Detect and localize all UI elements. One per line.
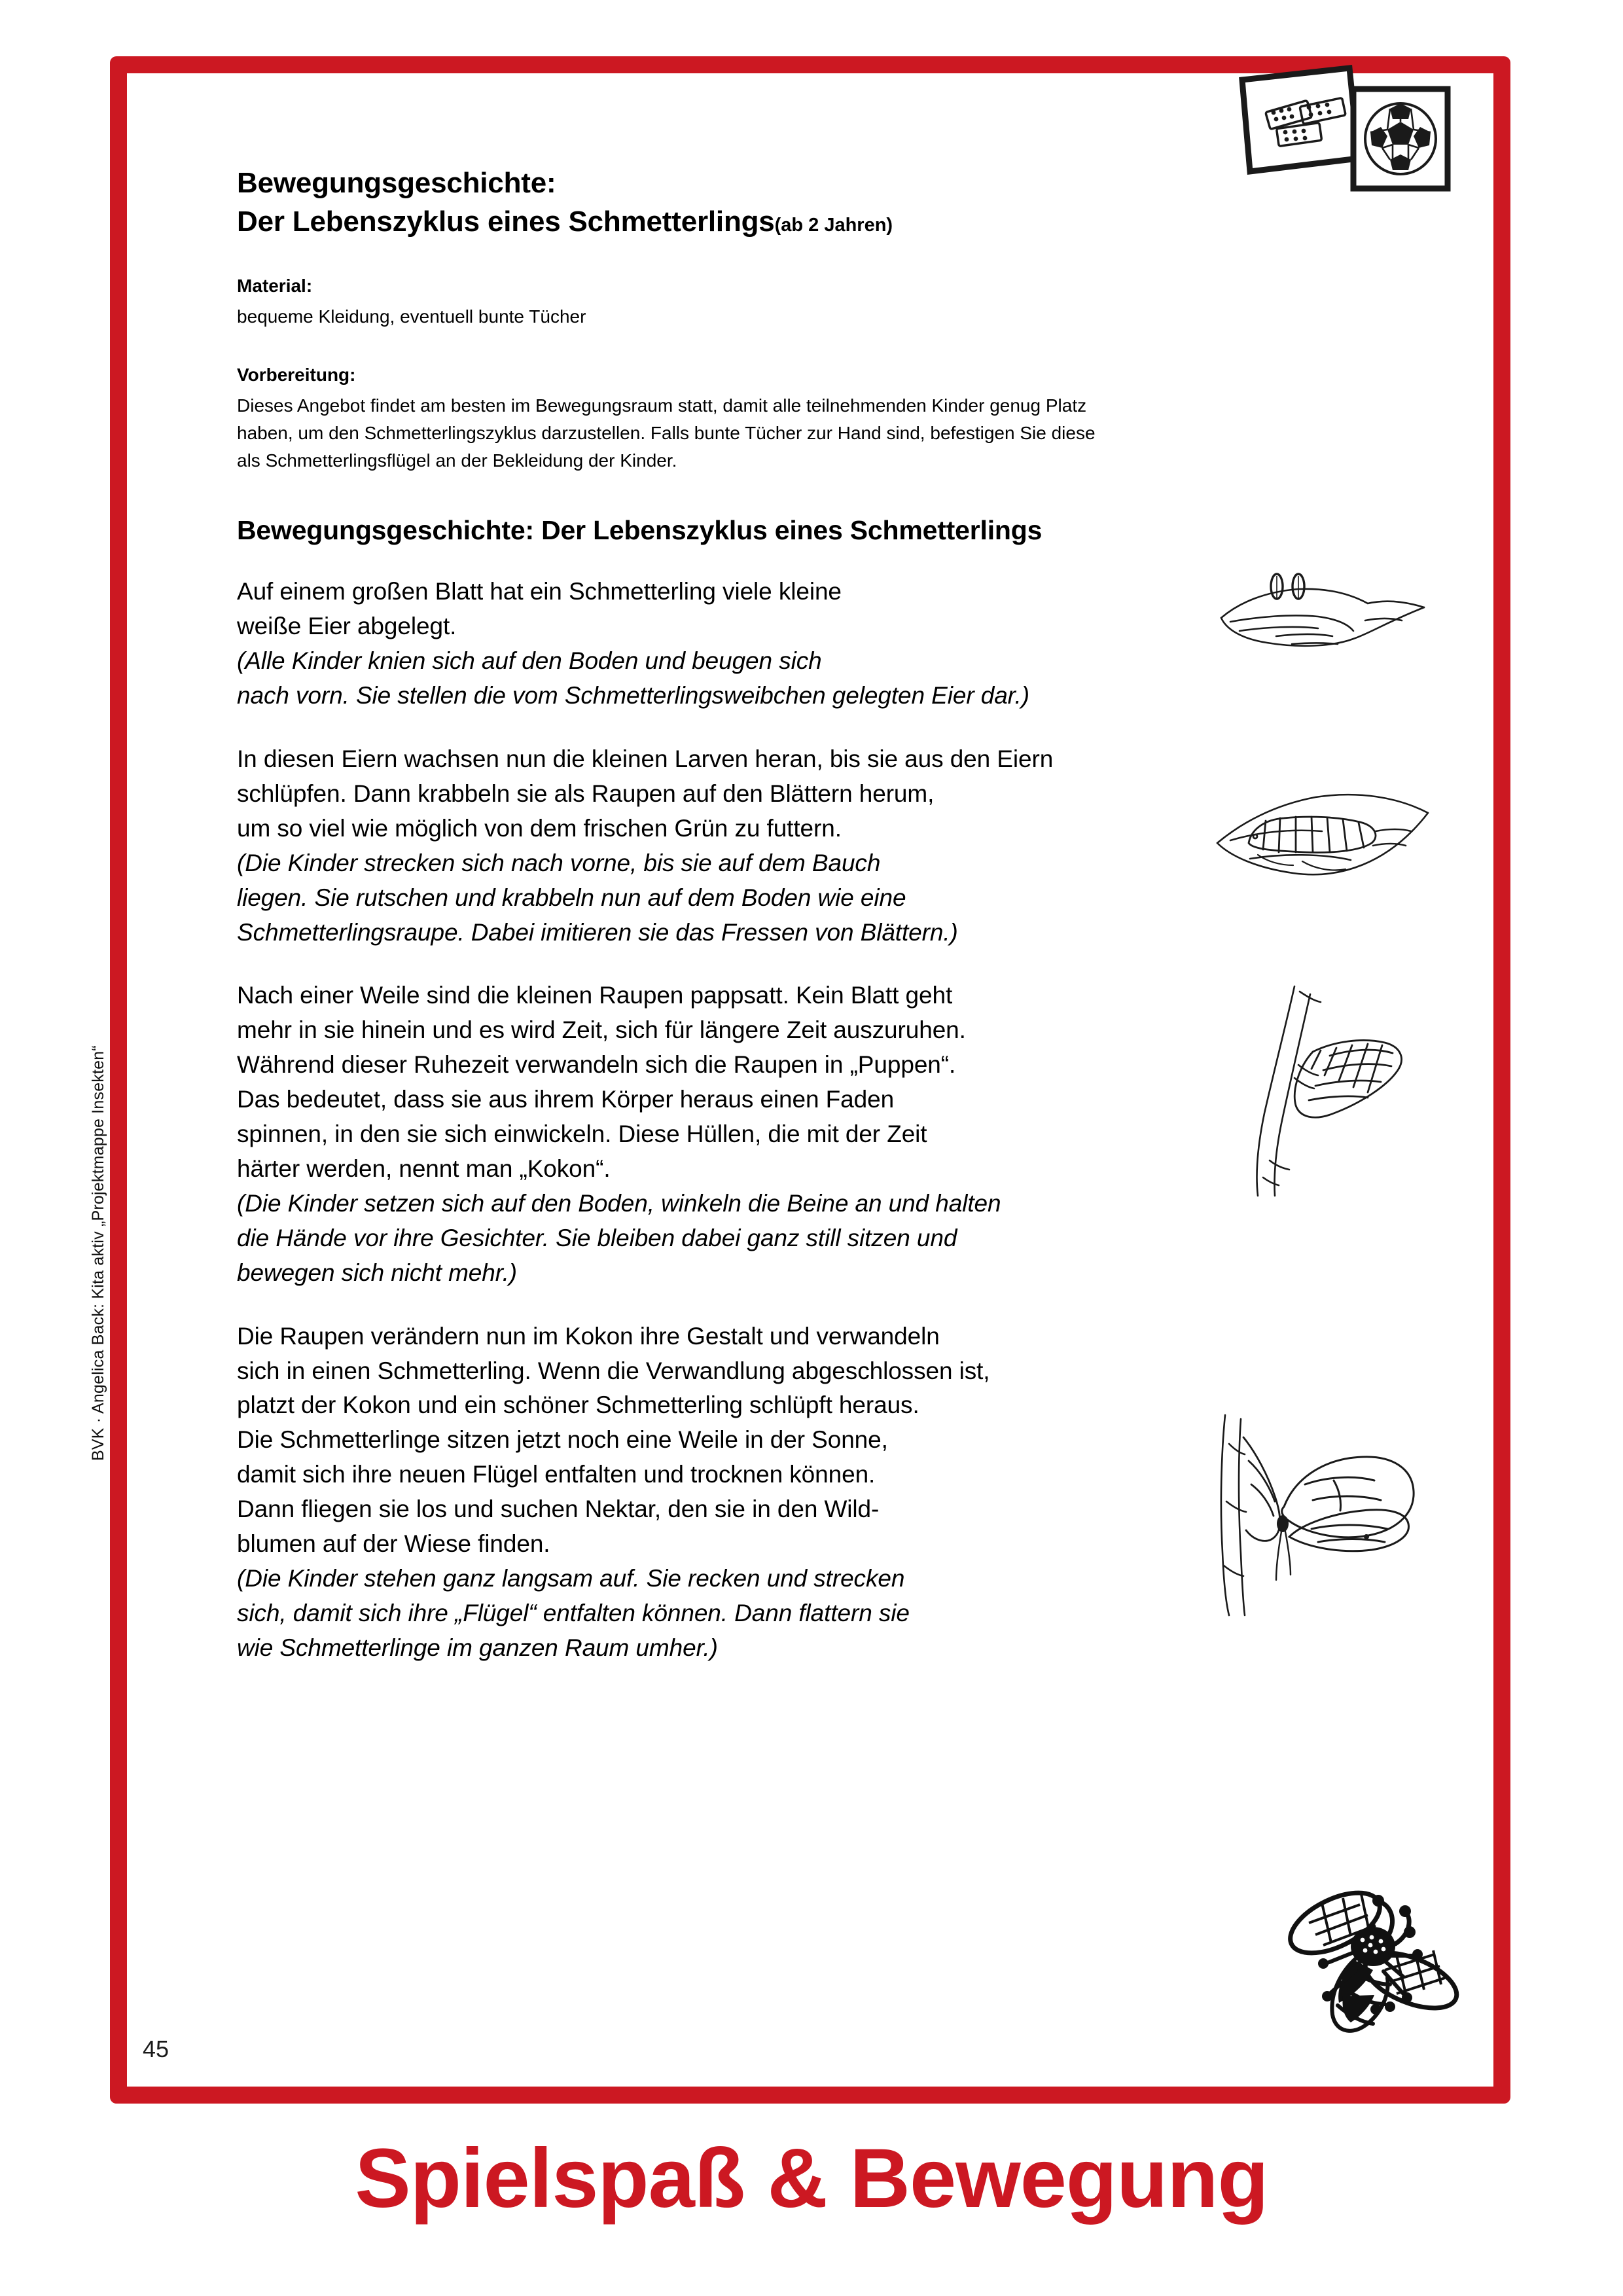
caterpillar-on-leaf-illustration	[1211, 783, 1440, 901]
story-stage-direction: (Die Kinder strecken sich nach vorne, bis sie auf dem Bauch	[237, 849, 881, 876]
material-text: bequeme Kleidung, eventuell bunte Tücher	[237, 306, 586, 327]
age-note: (ab 2 Jahren)	[774, 215, 893, 236]
leaf-with-eggs-illustration	[1213, 571, 1442, 669]
preparation-line: haben, um den Schmetterlingszyklus darzustellen. Falls bunte Tücher zur Hand sind, befestigen Sie diese	[237, 423, 1096, 444]
story-text: mehr in sie hinein und es wird Zeit, sich für längere Zeit auszuruhen.	[237, 1016, 966, 1044]
story-block	[237, 575, 1402, 713]
story-text: härter werden, nennt man „Kokon“.	[237, 1155, 611, 1182]
preparation-label: Vorbereitung:	[237, 365, 356, 386]
footer-title: Spielspaß & Bewegung	[355, 2132, 1268, 2225]
story-text: Die Schmetterlinge sitzen jetzt noch eine Weile in der Sonne,	[237, 1426, 888, 1454]
story-stage-direction: (Die Kinder setzen sich auf den Boden, winkeln die Beine an und halten	[237, 1189, 1001, 1217]
story-text: Das bedeutet, dass sie aus ihrem Körper heraus einen Faden	[237, 1086, 895, 1113]
story-stage-direction: (Die Kinder stehen ganz langsam auf. Sie recken und strecken	[237, 1564, 905, 1592]
page-title-line1: Bewegungsgeschichte:	[237, 167, 556, 200]
story-text: Dann fliegen sie los und suchen Nektar, den sie in den Wild-	[237, 1496, 880, 1523]
side-credit: BVK · Angelica Back: Kita aktiv „Projektmappe Insekten“	[89, 1045, 107, 1461]
story-text: damit sich ihre neuen Flügel entfalten und trocknen können.	[237, 1461, 876, 1488]
story-block	[237, 978, 1402, 1290]
preparation-text	[237, 392, 1336, 475]
story-body	[237, 575, 1402, 1665]
story-text: In diesen Eiern wachsen nun die kleinen Larven heran, bis sie aus den Eiern	[237, 745, 1054, 772]
story-stage-direction: bewegen sich nicht mehr.)	[237, 1259, 518, 1286]
page-frame	[89, 56, 1510, 2104]
page-title-line2: Der Lebenszyklus eines Schmetterlings	[237, 206, 775, 238]
story-block	[237, 1319, 1402, 1666]
story-stage-direction: (Alle Kinder knien sich auf den Boden und beugen sich	[237, 647, 822, 675]
story-text: schlüpfen. Dann krabbeln sie als Raupen auf den Blättern herum,	[237, 780, 935, 807]
story-stage-direction: nach vorn. Sie stellen die vom Schmetterlingsweibchen gelegten Eier dar.)	[237, 682, 1029, 709]
material-label: Material:	[237, 276, 313, 296]
page-number: 45	[143, 2036, 169, 2062]
story-block	[237, 742, 1402, 950]
story-text: um so viel wie möglich von dem frischen Grün zu futtern.	[237, 814, 842, 842]
story-text: Auf einem großen Blatt hat ein Schmetterling viele kleine	[237, 578, 842, 605]
story-heading: Bewegungsgeschichte: Der Lebenszyklus eines Schmetterlings	[237, 515, 1043, 546]
story-text: Nach einer Weile sind die kleinen Raupen pappsatt. Kein Blatt geht	[237, 982, 953, 1009]
story-text: weiße Eier abgelegt.	[237, 613, 457, 640]
chrysalis-on-stem-illustration	[1232, 982, 1428, 1198]
page-title-line2-wrap	[237, 203, 1402, 242]
page-title	[237, 164, 1402, 242]
story-text: blumen auf der Wiese finden.	[237, 1530, 550, 1558]
content-column	[237, 145, 1402, 1695]
story-stage-direction: Schmetterlingsraupe. Dabei imitieren sie das Fressen von Blättern.)	[237, 918, 958, 946]
butterfly-on-stem-illustration	[1203, 1408, 1438, 1618]
story-text: spinnen, in den sie sich einwickeln. Diese Hüllen, die mit der Zeit	[237, 1121, 927, 1148]
preparation-line: Dieses Angebot findet am besten im Bewegungsraum statt, damit alle teilnehmenden Kinder genug Platz	[237, 395, 1087, 416]
story-stage-direction: liegen. Sie rutschen und krabbeln nun auf dem Boden wie eine	[237, 884, 906, 911]
story-text: Während dieser Ruhezeit verwandeln sich die Raupen in „Puppen“.	[237, 1051, 956, 1079]
bee-illustration	[1275, 1874, 1471, 2038]
story-stage-direction: wie Schmetterlinge im ganzen Raum umher.)	[237, 1634, 718, 1661]
story-text: sich in einen Schmetterling. Wenn die Verwandlung abgeschlossen ist,	[237, 1357, 990, 1384]
story-stage-direction: die Hände vor ihre Gesichter. Sie bleiben dabei ganz still sitzen und	[237, 1224, 957, 1251]
preparation-line: als Schmetterlingsflügel an der Bekleidung der Kinder.	[237, 450, 677, 471]
story-text: Die Raupen verändern nun im Kokon ihre Gestalt und verwandeln	[237, 1322, 940, 1350]
story-text: platzt der Kokon und ein schöner Schmetterling schlüpft heraus.	[237, 1391, 919, 1419]
story-stage-direction: sich, damit sich ihre „Flügel“ entfalten können. Dann flattern sie	[237, 1599, 910, 1626]
